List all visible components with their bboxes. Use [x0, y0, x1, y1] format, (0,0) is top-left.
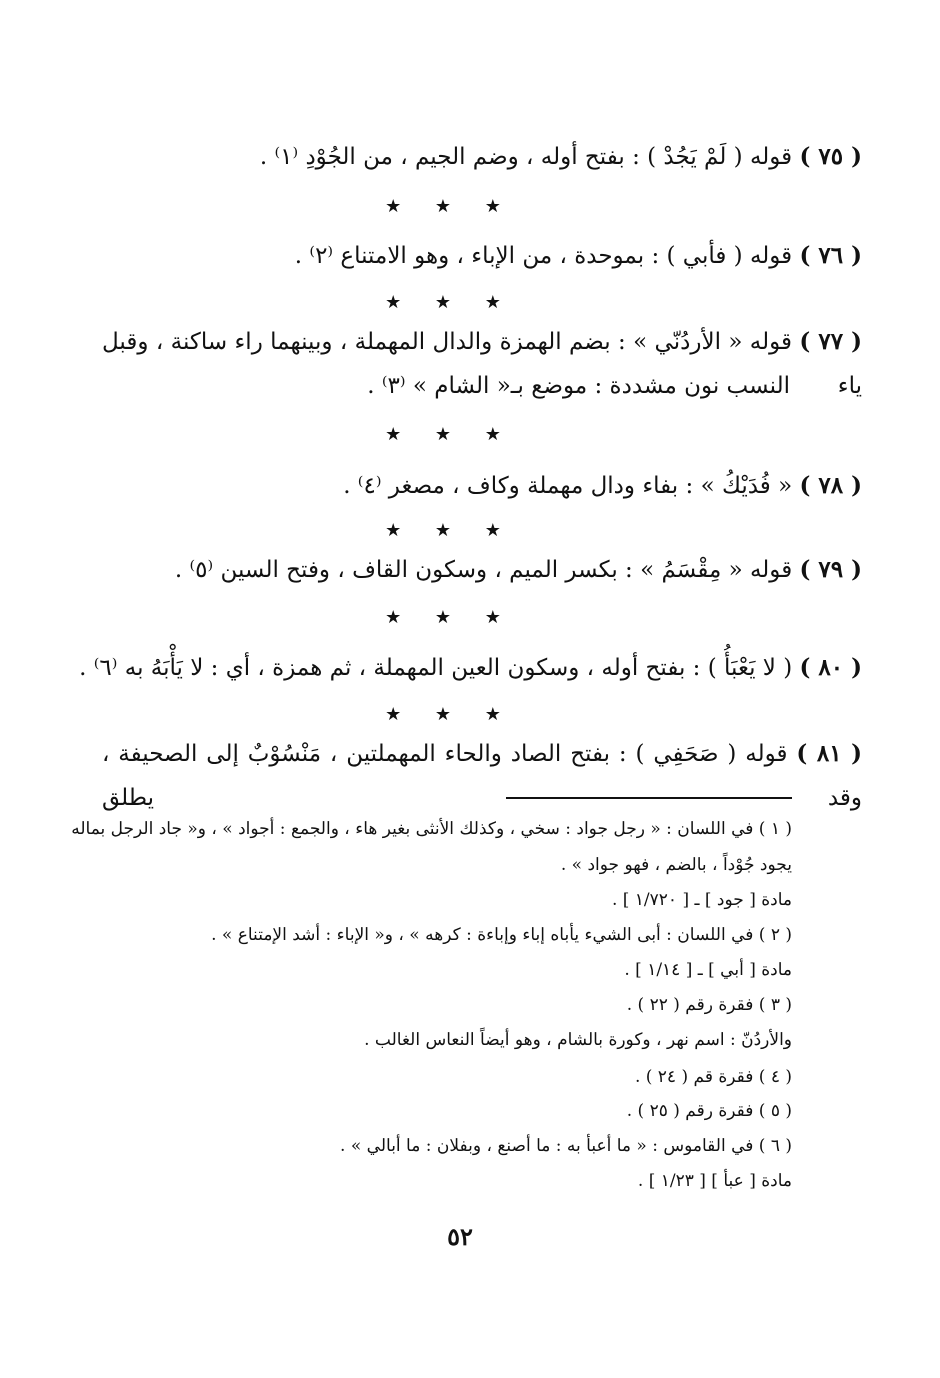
footnote-4: ( ٤ ) فقرة قم ( ٢٤ ) . — [634, 1067, 792, 1087]
entry-77-continuation: النسب نون مشددة : موضع بـ« الشام » ⁽٣⁾ . — [367, 373, 790, 399]
entry-text: قوله ( صَحَفِي ) : بفتح الصاد والحاء المهملتين ، مَنْسُوْبٌ إلى الصحيفة ، وقد يطلق — [102, 741, 862, 811]
entry-75 — [102, 135, 862, 179]
entry-text: قوله « مِقْسَمُ » : بكسر الميم ، وسكون القاف ، وفتح السين ⁽٥⁾ . — [174, 557, 793, 583]
footnote-2-line-2: مادة [ أبي ] ـ [ ١/١٤ ] . — [624, 960, 792, 980]
page-number: ٥٢ — [447, 1222, 473, 1251]
entry-number: ( ٨١ ) — [796, 740, 863, 767]
entry-number: ( ٧٥ ) — [799, 143, 862, 170]
footnote-3-line-2: والأردُنّ : اسم نهر ، وكورة بالشام ، وهو أيضاً النعاس الغالب . — [364, 1030, 792, 1050]
entry-80 — [79, 646, 862, 690]
footnote-6: ( ٦ ) في القاموس : « ما أعبأ به : ما أصنع ، وبفلان : ما أبالي » . — [340, 1136, 792, 1156]
footnote-1-line-2: يجود جُوْداً ، بالضم ، فهو جواد » . — [560, 855, 792, 875]
separator-stars: ★ ★ ★ — [385, 704, 515, 725]
separator-stars: ★ ★ ★ — [385, 292, 515, 313]
footnote-1: ( ١ ) في اللسان : « رجل جواد : سخي ، وكذلك الأنثى بغير هاء ، والجمع : أجواد » ، و« جاد الرجل بماله — [71, 819, 792, 839]
separator-stars: ★ ★ ★ — [385, 520, 515, 541]
footnote-6-line-2: مادة [ عبأ ] [ ١/٢٣ ] . — [637, 1171, 792, 1191]
footnote-5: ( ٥ ) فقرة رقم ( ٢٥ ) . — [626, 1101, 792, 1121]
footnote-3: ( ٣ ) فقرة رقم ( ٢٢ ) . — [626, 995, 792, 1015]
entry-number: ( ٧٧ ) — [799, 328, 863, 355]
entry-number: ( ٨٠ ) — [799, 654, 862, 681]
entry-number: ( ٧٦ ) — [799, 242, 862, 269]
footnote-2: ( ٢ ) في اللسان : أبى الشيء يأباه إباء وإباءة : كرهه » ، و« الإباء : أشد الإمتناع » . — [211, 925, 792, 945]
separator-stars: ★ ★ ★ — [385, 196, 515, 217]
entry-number: ( ٧٩ ) — [799, 556, 862, 583]
entry-76 — [102, 234, 862, 278]
entry-81 — [102, 732, 862, 820]
separator-stars: ★ ★ ★ — [385, 607, 515, 628]
entry-text: ( لا يَعْبَأُ ) : بفتح أوله ، وسكون العين المهملة ، ثم همزة ، أي : لا يَأْبَهُ به ⁽٦⁾ . — [79, 655, 793, 681]
entry-text: « فُدَيْكُ » : بفاء ودال مهملة وكاف ، مصغر ⁽٤⁾ . — [343, 473, 793, 499]
entry-text: قوله « الأردُنّي » : بضم الهمزة والدال المهملة ، وبينهما راء ساكنة ، وقبل ياء — [102, 329, 862, 399]
entry-text: قوله ( فأبي ) : بموحدة ، من الإباء ، وهو الامتناع ⁽٢⁾ . — [294, 243, 793, 269]
footnote-divider — [506, 797, 792, 799]
entry-78 — [102, 464, 862, 508]
entry-79 — [102, 548, 862, 592]
separator-stars: ★ ★ ★ — [385, 424, 515, 445]
entry-text: قوله ( لَمْ يَجُدْ ) : بفتح أوله ، وضم الجيم ، من الجُوْدِ ⁽١⁾ . — [259, 144, 793, 170]
entry-number: ( ٧٨ ) — [799, 472, 862, 499]
footnote-1-line-3: مادة [ جود ] ـ [ ١/٧٢٠ ] . — [611, 890, 792, 910]
